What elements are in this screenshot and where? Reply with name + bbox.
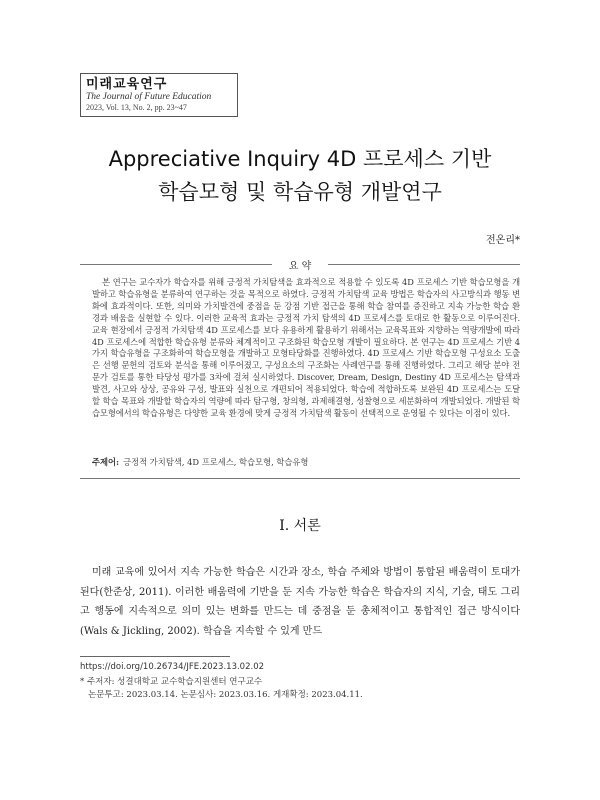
doi-link[interactable]: https://doi.org/10.26734/JFE.2023.13.02.02 xyxy=(80,662,265,672)
abstract-bottom-rule xyxy=(80,478,520,479)
journal-name-korean: 미래교육연구 xyxy=(86,77,168,92)
keywords-list: 긍정적 가치탐색, 4D 프로세스, 학습모형, 학습유형 xyxy=(123,457,309,467)
abstract-heading: 요 약 xyxy=(272,257,328,272)
submission-dates: 논문투고: 2023.03.14. 논문심사: 2023.03.16. 게재확정: 2023.04.11. xyxy=(88,690,363,700)
keywords-line xyxy=(92,456,520,468)
abstract-text: 본 연구는 교수자가 학습자를 위해 긍정적 가치탐색을 효과적으로 적용할 수 있도록 4D 프로세스 기반 학습모형을 개발하고 학습유형을 분류하여 연구하는 것을 목적으로 하였다. 긍정적 가치탐색 교육 방법은 학습자의 사고방식과 행동 변화에 효과적이다. 또한, 의미와 가치발견에 중점을 둔 강점 기반 접근을 통해 학습 참여를 증진하고 지속 가능한 학습 환경과 배움을 실현할 수 있다. 이러한 교육적 효과는 긍정적 가치 탐색의 4D 프로세스를 토대로 한 활동으로 이루어진다. 교육 현장에서 긍정적 가치탐색 4D 프로세스를 보다 유용하게 활용하기 위해서는 교육목표와 지향하는 역량개발에 따라 4D 프로세스에 적합한 학습유형 분류와 체계적이고 구조화된 학습모형 개발이 필요하다. 본 연구는 4D 프로세스 기반 4가지 학습유형을 구조화하여 학습모형을 개발하고 모형타당화를 진행하였다. 4D 프로세스 기반 학습모형 구성요소 도출은 선행 문헌의 검토와 분석을 통해 이루어졌고, 구성요소의 구조화는 사례연구를 통해 진행하였다. 그리고 해당 분야 전문가 검토를 통한 타당성 평가를 3차에 걸쳐 실시하였다. Discover, Dream, Design, Destiny 4D 프로세스는 탐색과 발견, 사고와 상상, 공유와 구성, 발표와 실천으로 개편되어 적용되었다. 학습에 적합하도록 보완된 4D 프로세스는 도달할 학습 목표와 개발할 학습자의 역량에 따라 탐구형, 창의형, 과제해결형, 성찰형으로 세분화하여 개발되었다. 개발된 학습모형에서의 학습유형은 다양한 교육 환경에 맞게 긍정적 가치탐색 활동이 선택적으로 운영될 수 있다는 이점이 있다. xyxy=(92,277,520,418)
author-name: 전온리* xyxy=(486,235,520,246)
paper-title-line-2: 학습모형 및 학습유형 개발연구 xyxy=(158,180,442,204)
journal-name-english: The Journal of Future Education xyxy=(86,92,212,102)
journal-volume-info: 2023, Vol. 13, No. 2, pp. 23~47 xyxy=(86,103,187,112)
author-footnote: * 주저자: 성결대학교 교수학습지원센터 연구교수 xyxy=(80,677,263,687)
footnote-rule xyxy=(80,656,230,657)
section-title-introduction: Ⅰ. 서론 xyxy=(279,518,321,534)
keywords-label: 주제어: xyxy=(92,457,120,467)
introduction-paragraph: 미래 교육에 있어서 지속 가능한 학습은 시간과 장소, 학습 주체와 방법이 통합된 배움력이 토대가 된다(한준상, 2011). 이러한 배움력에 기반을 둔 지속 가능한 학습은 학습자의 지식, 기술, 태도 그리고 행동에 지속적으로 의미 있는 변화를 만드는 데 중점을 둔 총체적이고 통합적인 접근 방식이다(Wals & Jickling, 2002). 학습을 지속할 수 있게 만드 xyxy=(80,567,520,637)
journal-header-box xyxy=(80,73,238,117)
paper-title-line-1: Appreciative Inquiry 4D 프로세스 기반 xyxy=(108,147,492,171)
